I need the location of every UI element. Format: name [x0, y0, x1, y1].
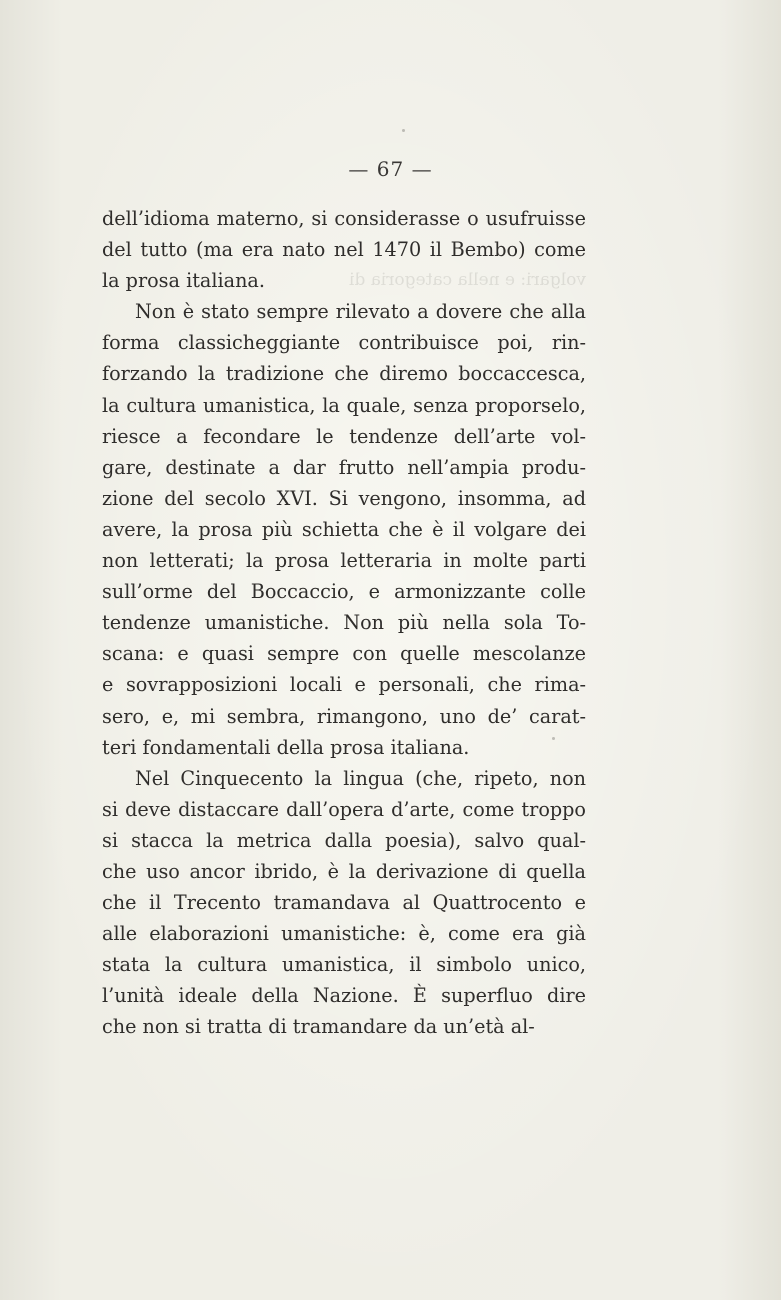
text-line: che uso ancor ibrido, è la derivazione di quella — [102, 859, 586, 883]
text-line: l’unità ideale della Nazione. È superfluo dire — [102, 984, 586, 1008]
page-number: — 67 — — [348, 157, 433, 181]
text-line: si stacca la metrica dalla poesia), salvo qual- — [102, 828, 586, 852]
text-line: Non è stato sempre rilevato a dovere che alla — [135, 300, 586, 324]
text-line: non letterati; la prosa letteraria in molte parti — [102, 549, 586, 573]
text-line: del tutto (ma era nato nel 1470 il Bembo) come — [102, 238, 586, 262]
text-line: che il Trecento tramandava al Quattrocento e — [102, 891, 586, 915]
text-line: teri fondamentali della prosa italiana. — [102, 735, 470, 759]
text-line: sull’orme del Boccaccio, e armonizzante colle — [102, 580, 586, 604]
text-line: scana: e quasi sempre con quelle mescolanze — [102, 642, 586, 666]
text-line: forma classicheggiante contribuisce poi, rin- — [102, 331, 586, 355]
body-text — [102, 203, 586, 1043]
text-line: zione del secolo XVI. Si vengono, insomma, ad — [102, 486, 586, 510]
text-line: dell’idioma materno, si considerasse o usufruisse — [102, 207, 586, 230]
text-line: la cultura umanistica, la quale, senza proporselo, — [102, 393, 586, 417]
text-line: alle elaborazioni umanistiche: è, come era già — [102, 922, 586, 946]
text-line: stata la cultura umanistica, il simbolo unico, — [102, 953, 586, 977]
text-line: la prosa italiana. — [102, 269, 265, 293]
text-line: Nel Cinquecento la lingua (che, ripeto, non — [135, 766, 586, 790]
text-line: riesce a fecondare le tendenze dell’arte vol- — [102, 424, 586, 448]
text-line: gare, destinate a dar frutto nell’ampia produ- — [102, 455, 586, 479]
text-line: forzando la tradizione che diremo boccaccesca, — [102, 362, 586, 386]
paper-speck — [402, 129, 405, 132]
show-through-text: volgari: e nella categoria di — [349, 270, 586, 290]
text-line: che non si tratta di tramandare da un’età al- — [102, 1015, 535, 1039]
text-line: tendenze umanistiche. Non più nella sola To- — [102, 611, 586, 635]
text-line: avere, la prosa più schietta che è il volgare dei — [102, 517, 586, 541]
text-line: sero, e, mi sembra, rimangono, uno de’ carat- — [102, 704, 586, 728]
text-line: si deve distaccare dall’opera d’arte, come troppo — [102, 797, 586, 821]
text-line: e sovrapposizioni locali e personali, che rima- — [102, 673, 586, 697]
